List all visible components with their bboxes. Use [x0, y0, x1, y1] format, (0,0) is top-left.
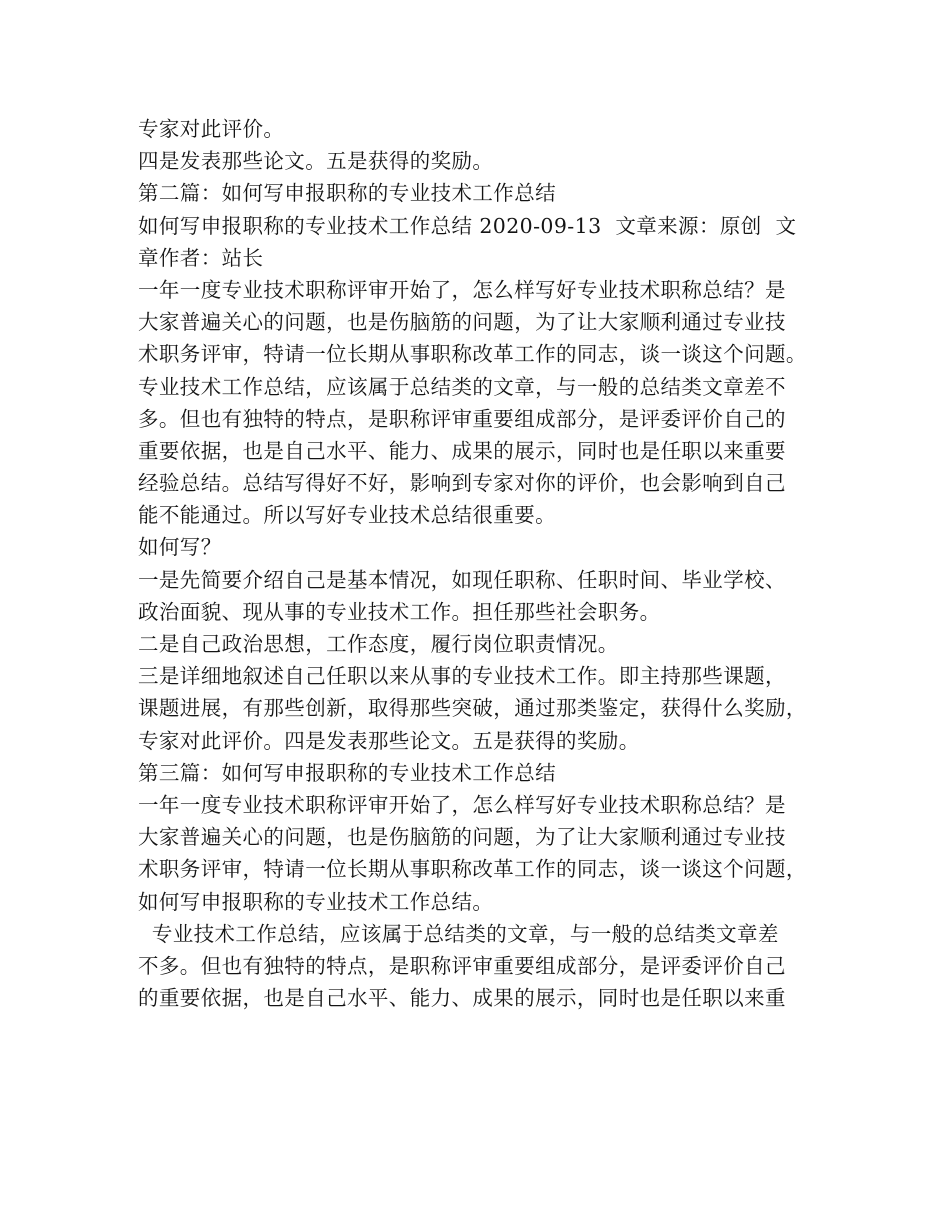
text-line: 专业技术工作总结，应该属于总结类的文章，与一般的总结类文章差 — [138, 921, 779, 946]
article-meta-line: 如何写申报职称的专业技术工作总结 2020-09-13 文章来源：原创 文 — [138, 213, 797, 238]
text-line: 的重要依据，也是自己水平、能力、成果的展示，同时也是任职以来重 — [138, 986, 786, 1011]
text-line: 专业技术工作总结，应该属于总结类的文章，与一般的总结类文章差不 — [138, 374, 786, 399]
text-line: 大家普遍关心的问题，也是伤脑筋的问题，为了让大家顺利通过专业技 — [138, 825, 786, 850]
section-heading: 第三篇：如何写申报职称的专业技术工作总结 — [138, 760, 556, 785]
text-line: 一年一度专业技术职称评审开始了，怎么样写好专业技术职称总结？是 — [138, 792, 786, 817]
text-line: 二是自己政治思想，工作态度，履行岗位职责情况。 — [138, 632, 619, 656]
text-line: 如何写申报职称的专业技术工作总结。 — [138, 889, 494, 914]
text-line: 一是先简要介绍自己是基本情况，如现任职称、任职时间、毕业学校、 — [138, 567, 786, 592]
article-meta-line: 章作者：站长 — [138, 245, 264, 270]
text-line: 能不能通过。所以写好专业技术总结很重要。 — [138, 503, 556, 528]
text-line: 重要依据，也是自己水平、能力、成果的展示，同时也是任职以来重要 — [138, 438, 786, 463]
section-heading: 第二篇：如何写申报职称的专业技术工作总结 — [138, 181, 556, 206]
text-line: 一年一度专业技术职称评审开始了，怎么样写好专业技术职称总结？是 — [138, 277, 786, 302]
text-line: 四是发表那些论文。五是获得的奖励。 — [138, 149, 494, 174]
text-line: 不多。但也有独特的特点，是职称评审重要组成部分，是评委评价自己 — [138, 953, 786, 978]
text-line: 三是详细地叙述自己任职以来从事的专业技术工作。即主持那些课题， — [138, 664, 786, 689]
document-body — [138, 113, 838, 1014]
text-line: 术职务评审，特请一位长期从事职称改革工作的同志，谈一谈这个问题， — [138, 857, 807, 882]
subheading-line: 如何写？ — [138, 535, 222, 560]
text-line: 经验总结。总结写得好不好，影响到专家对你的评价，也会影响到自己 — [138, 471, 786, 496]
text-line: 课题进展，有那些创新，取得那些突破，通过那类鉴定，获得什么奖励， — [138, 696, 807, 721]
text-line: 术职务评审，特请一位长期从事职称改革工作的同志，谈一谈这个问题。 — [138, 342, 807, 367]
text-line: 大家普遍关心的问题，也是伤脑筋的问题，为了让大家顺利通过专业技 — [138, 310, 786, 335]
text-line: 专家对此评价。 — [138, 117, 285, 141]
text-line: 专家对此评价。四是发表那些论文。五是获得的奖励。 — [138, 728, 640, 753]
text-line: 多。但也有独特的特点，是职称评审重要组成部分，是评委评价自己的 — [138, 406, 786, 431]
text-line: 政治面貌、现从事的专业技术工作。担任那些社会职务。 — [138, 599, 661, 624]
